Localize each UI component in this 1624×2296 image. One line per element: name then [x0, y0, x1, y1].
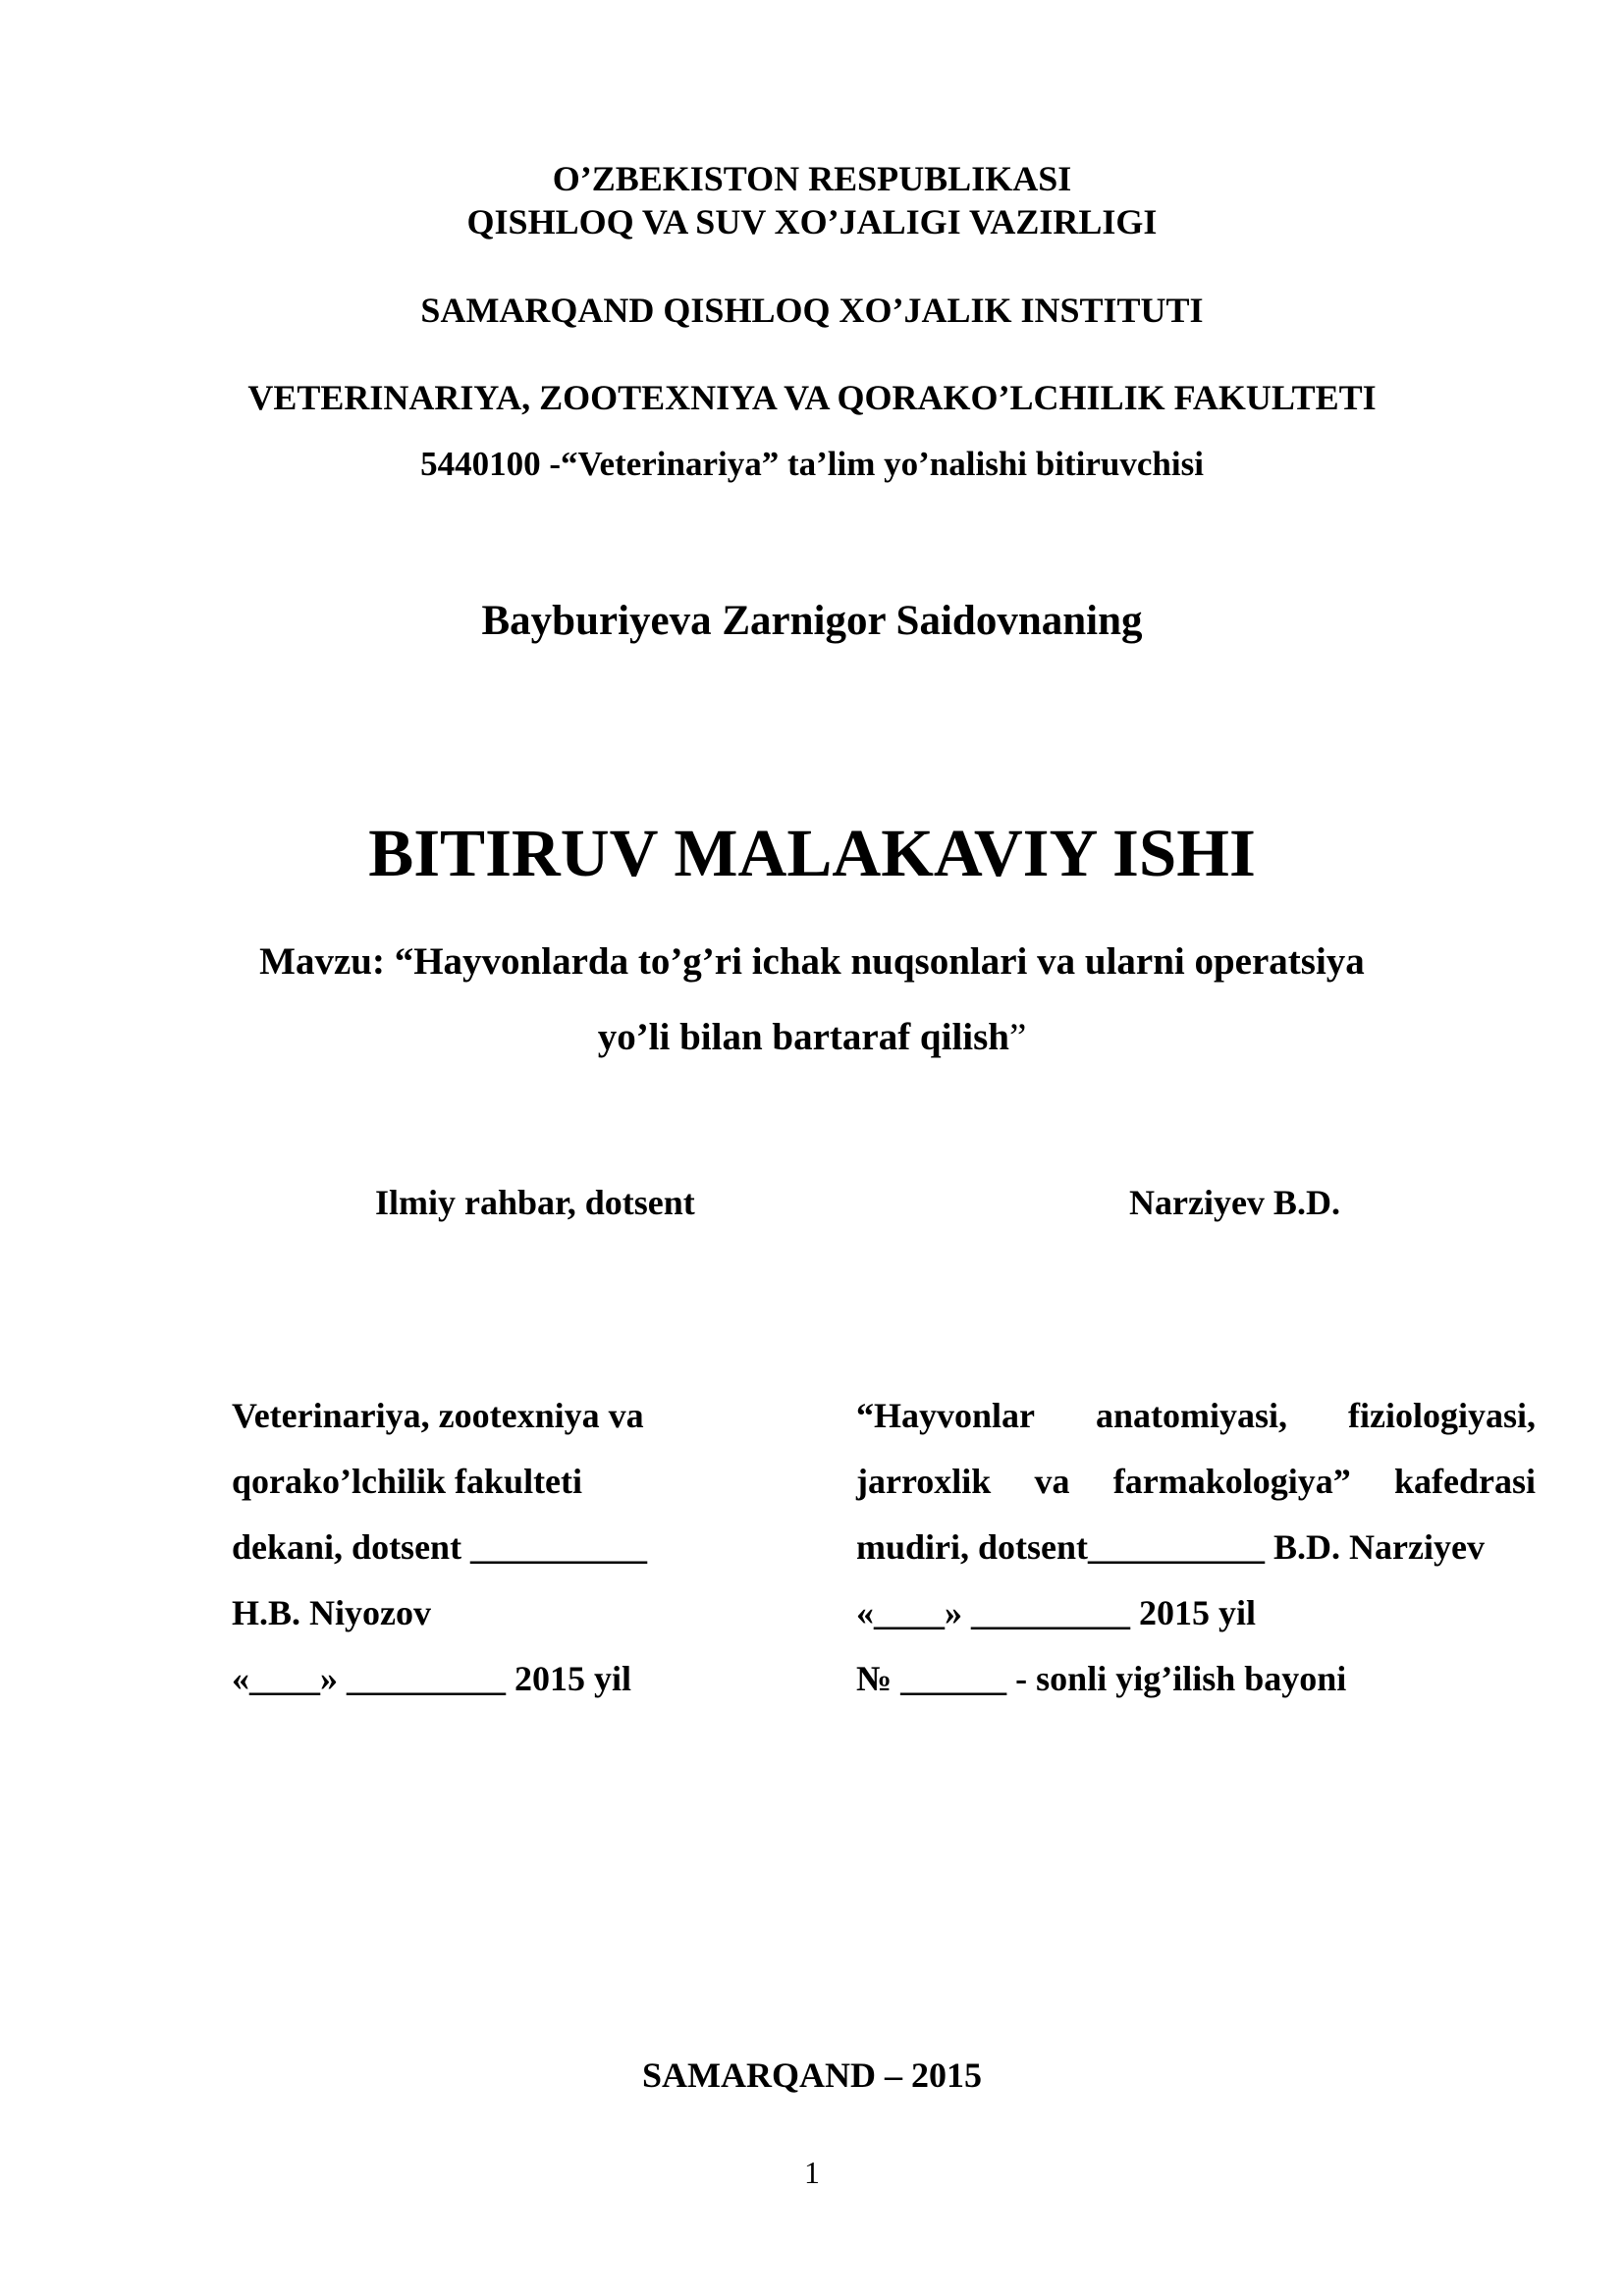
department-line-2-word: va: [1034, 1462, 1070, 1501]
department-line-1-word: anatomiyasi,: [1096, 1396, 1288, 1435]
page-number: 1: [804, 2155, 820, 2190]
department-approval-block: [856, 1398, 1536, 1727]
student-name: Bayburiyeva Zarnigor Saidovnaning: [481, 598, 1143, 644]
dean-line-4: H.B. Niyozov: [232, 1593, 431, 1632]
topic-line-2: [0, 1018, 1624, 1056]
department-line-4: «____» _________ 2015 yil: [856, 1593, 1257, 1632]
topic-line-2-text: yo’li bilan bartaraf qilish: [597, 1016, 1009, 1058]
dean-line-5: «____» _________ 2015 yil: [232, 1659, 632, 1698]
specialty-line: 5440100 -“Veterinariya” ta’lim yo’nalishi bitiruvchisi: [420, 445, 1204, 483]
dean-line-2: qorako’lchilik fakulteti: [232, 1462, 583, 1501]
dean-approval-block: [232, 1398, 693, 1727]
department-line-1-word: “Hayvonlar: [856, 1396, 1036, 1435]
topic-closing-quote: ”: [1009, 1016, 1027, 1058]
department-line-2-word: farmakologiya”: [1112, 1462, 1351, 1501]
city-year: SAMARQAND – 2015: [642, 2056, 982, 2095]
country-heading: O’ZBEKISTON RESPUBLIKASI: [552, 159, 1072, 198]
department-line-2-word: jarroxlik: [856, 1462, 992, 1501]
institute-heading: SAMARQAND QISHLOQ XO’JALIK INSTITUTI: [420, 291, 1204, 330]
faculty-heading: VETERINARIYA, ZOOTEXNIYA VA QORAKO’LCHILIK FAKULTETI: [247, 378, 1377, 417]
department-line-2-word: kafedrasi: [1393, 1462, 1536, 1501]
department-line-3: mudiri, dotsent__________ B.D. Narziyev: [856, 1527, 1485, 1567]
department-line-1-word: fiziologiyasi,: [1348, 1396, 1536, 1435]
department-line-2: [856, 1464, 1536, 1529]
dean-line-3: dekani, dotsent __________: [232, 1527, 648, 1567]
ministry-heading: QISHLOQ VA SUV XO’JALIGI VAZIRLIGI: [466, 202, 1158, 241]
dean-line-1: Veterinariya, zootexniya va: [232, 1396, 644, 1435]
document-title: BITIRUV MALAKAVIY ISHI: [368, 816, 1256, 890]
topic-line-1: Mavzu: “Hayvonlarda to’g’ri ichak nuqsonlari va ularni operatsiya: [259, 940, 1365, 983]
advisor-name: Narziyev B.D.: [1129, 1183, 1340, 1222]
department-line-1: [856, 1398, 1536, 1464]
advisor-label: Ilmiy rahbar, dotsent: [375, 1183, 695, 1222]
department-line-5: № ______ - sonli yig’ilish bayoni: [856, 1659, 1347, 1698]
